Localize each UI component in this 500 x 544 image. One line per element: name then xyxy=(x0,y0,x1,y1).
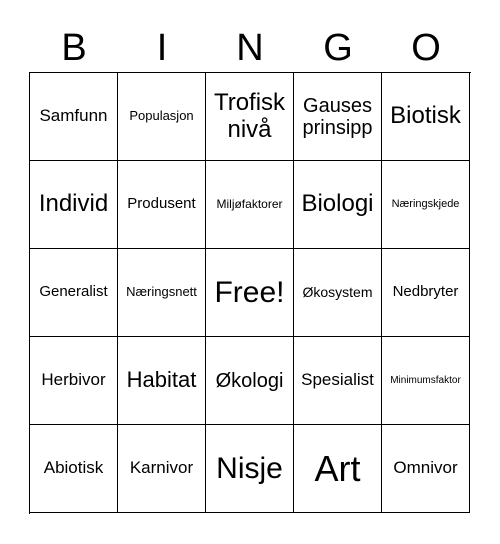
header-letter-b: B xyxy=(61,27,87,69)
header-letter-n: N xyxy=(236,27,264,69)
bingo-cell[interactable]: Spesialist xyxy=(294,337,382,425)
bingo-cell[interactable]: Karnivor xyxy=(118,425,206,513)
header-letter-o: O xyxy=(411,27,441,69)
bingo-cell[interactable]: Habitat xyxy=(118,337,206,425)
bingo-cell[interactable]: Økosystem xyxy=(294,249,382,337)
bingo-cell[interactable]: Økologi xyxy=(206,337,294,425)
bingo-grid xyxy=(29,72,471,514)
bingo-cell[interactable]: Miljøfaktorer xyxy=(206,161,294,249)
free-space[interactable]: Free! xyxy=(206,249,294,337)
bingo-cell[interactable]: Næringsnett xyxy=(118,249,206,337)
bingo-cell[interactable]: Samfunn xyxy=(30,73,118,161)
bingo-cell[interactable]: Trofisk nivå xyxy=(206,73,294,161)
bingo-cell[interactable]: Omnivor xyxy=(382,425,470,513)
bingo-cell[interactable]: Biologi xyxy=(294,161,382,249)
bingo-cell[interactable]: Minimumsfaktor xyxy=(382,337,470,425)
bingo-cell[interactable]: Populasjon xyxy=(118,73,206,161)
bingo-cell[interactable]: Nisje xyxy=(206,425,294,513)
bingo-cell[interactable]: Nedbryter xyxy=(382,249,470,337)
bingo-cell[interactable]: Produsent xyxy=(118,161,206,249)
header-letter-g: G xyxy=(323,27,353,69)
header-letter-i: I xyxy=(156,27,168,69)
bingo-cell[interactable]: Herbivor xyxy=(30,337,118,425)
bingo-cell[interactable]: Individ xyxy=(30,161,118,249)
bingo-cell[interactable]: Generalist xyxy=(30,249,118,337)
bingo-cell[interactable]: Gauses prinsipp xyxy=(294,73,382,161)
bingo-cell[interactable]: Biotisk xyxy=(382,73,470,161)
bingo-cell[interactable]: Næringskjede xyxy=(382,161,470,249)
bingo-cell[interactable]: Art xyxy=(294,425,382,513)
bingo-cell[interactable]: Abiotisk xyxy=(30,425,118,513)
bingo-header xyxy=(30,24,470,72)
